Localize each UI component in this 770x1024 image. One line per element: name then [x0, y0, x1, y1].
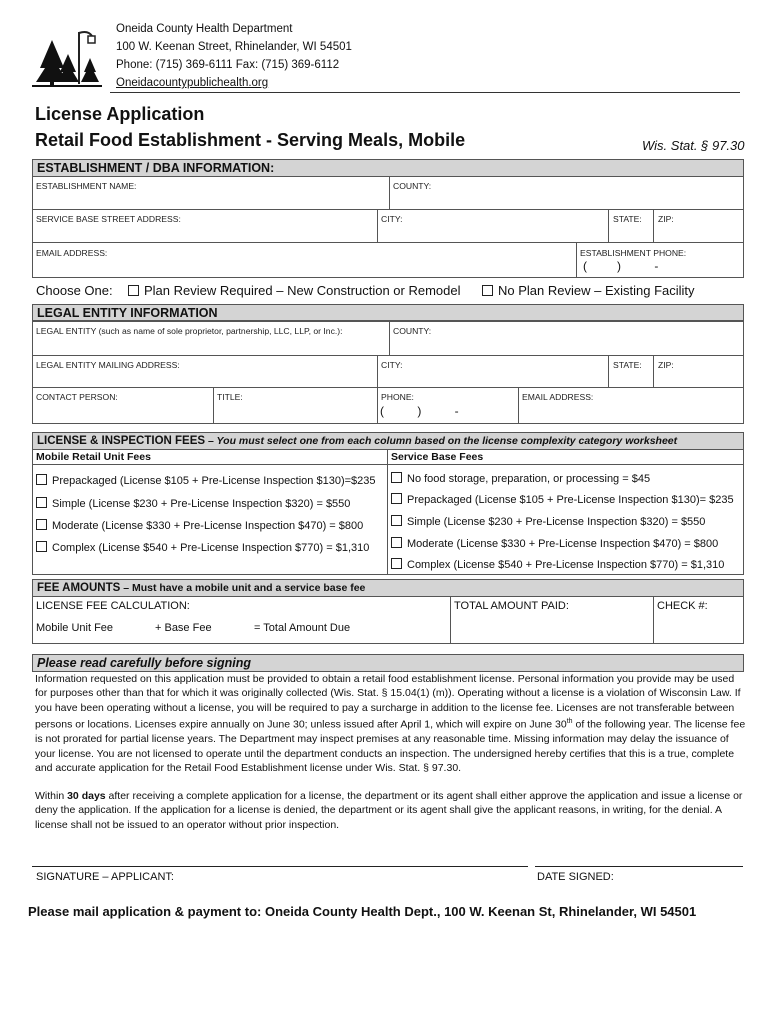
legal-city-field[interactable] — [377, 355, 609, 388]
contact-phone-template: ( ) - — [380, 404, 459, 418]
mobile-complex-checkbox[interactable] — [36, 541, 47, 552]
fees-section-heading — [32, 432, 744, 450]
establishment-section-heading: ESTABLISHMENT / DBA INFORMATION: — [32, 159, 744, 177]
establishment-county-label: COUNTY: — [393, 181, 432, 191]
notice-text: Within — [35, 790, 68, 802]
mobile-fee-option[interactable] — [36, 497, 350, 510]
dept-website-link[interactable]: Oneidacountypublichealth.org — [116, 77, 269, 89]
notice-paragraph-1 — [35, 672, 747, 775]
notice-superscript: th — [566, 718, 573, 726]
establishment-email-label: EMAIL ADDRESS: — [36, 248, 108, 258]
plan-review-required-checkbox[interactable] — [128, 285, 139, 296]
choose-one-label: Choose One: — [36, 283, 113, 298]
legal-entity-section-heading: LEGAL ENTITY INFORMATION — [32, 304, 744, 322]
form-subtitle: Retail Food Establishment - Serving Meals, Mobile — [35, 130, 466, 150]
base-simple-checkbox[interactable] — [391, 515, 402, 526]
no-plan-review-option[interactable] — [482, 283, 695, 298]
total-amount-due-label: = Total Amount Due — [254, 622, 351, 634]
fees-heading-note: – You must select one from each column based on the license complexity category worksheet — [205, 435, 678, 447]
fee-amounts-heading-note: – Must have a mobile unit and a service base fee — [120, 582, 366, 594]
check-number-label: CHECK #: — [657, 600, 708, 612]
notice-text: of the following year. The license fee is not prorated for partial license years. The Department may inspect premises at any reasonable time. Missing information may delay the issuance of your license. You are not licensed to operate until the department conducts an inspection. The undersigned hereby certifies that this is a true, complete and accurate application for the Retail Food Establishment license under Wis. Stat. § 97.30. — [35, 718, 746, 774]
service-base-city-field[interactable] — [377, 209, 609, 243]
mobile-fees-header: Mobile Retail Unit Fees — [36, 451, 151, 463]
mobile-fee-option[interactable] — [36, 541, 369, 554]
mobile-fee-option-label: Moderate (License $330 + Pre-License Inspection $470) = $800 — [52, 520, 364, 532]
fee-amounts-section-heading — [32, 579, 744, 597]
legal-state-label: STATE: — [613, 360, 642, 370]
mobile-fee-option-label: Complex (License $540 + Pre-License Inspection $770) = $1,310 — [52, 542, 370, 554]
legal-entity-county-field[interactable] — [389, 320, 744, 356]
base-fee-option[interactable] — [391, 472, 650, 485]
mailing-instructions: Please mail application & payment to: Oneida County Health Dept., 100 W. Keenan St, Rhinelander, WI 54501 — [28, 904, 697, 919]
mobile-fees-column — [32, 449, 388, 575]
header-divider — [110, 92, 740, 93]
contact-title-label: TITLE: — [217, 392, 243, 402]
dept-address: 100 W. Keenan Street, Rhinelander, WI 54501 — [116, 41, 352, 53]
base-fee-option-label: Moderate (License $330 + Pre-License Inspection $470) = $800 — [407, 538, 719, 550]
legal-zip-label: ZIP: — [658, 360, 674, 370]
establishment-email-field[interactable] — [32, 242, 577, 278]
notice-text: Information requested on this application must be provided to obtain a retail food establishment license. Personal information you provide may be used for purposes other than that for which it was originally collected (Wis. Stat. § 15.04(1) (m)). Operating without a license is a violation of Wisconsin Law. If you have been operating without a license, you will be required to pay a surcharge in addition to the license fee. Licenses are not transferable between persons or locations. Licenses expire annually on June 30; unless issued after April 1, which will expire on June 30 — [35, 673, 741, 731]
service-base-zip-label: ZIP: — [658, 214, 674, 224]
base-fee-option[interactable] — [391, 558, 724, 571]
base-prepackaged-checkbox[interactable] — [391, 493, 402, 504]
base-fee-label: + Base Fee — [155, 622, 212, 634]
dept-name: Oneida County Health Department — [116, 23, 293, 35]
date-signed-line[interactable] — [535, 866, 743, 867]
statute-ref: Wis. Stat. § 97.30 — [642, 138, 745, 153]
form-title: License Application — [35, 104, 205, 124]
mobile-fee-option[interactable] — [36, 474, 376, 487]
total-amount-paid-label: TOTAL AMOUNT PAID: — [454, 600, 569, 612]
applicant-signature-line[interactable] — [32, 866, 528, 867]
letterhead — [0, 0, 770, 96]
service-base-street-label: SERVICE BASE STREET ADDRESS: — [36, 214, 181, 224]
mobile-simple-checkbox[interactable] — [36, 497, 47, 508]
mobile-unit-fee-label: Mobile Unit Fee — [36, 622, 114, 634]
service-base-state-label: STATE: — [613, 214, 642, 224]
establishment-phone-template: ( ) - — [583, 259, 659, 273]
mobile-fee-option[interactable] — [36, 519, 363, 532]
base-fee-option[interactable] — [391, 537, 718, 550]
legal-entity-name-label: LEGAL ENTITY (such as name of sole proprietor, partnership, LLC, LLP, or Inc.): — [36, 326, 343, 336]
fee-amounts-heading-title: FEE AMOUNTS — [37, 582, 121, 594]
base-fee-option-label: No food storage, preparation, or processing = $45 — [407, 473, 651, 485]
fees-heading-title: LICENSE & INSPECTION FEES — [37, 435, 206, 447]
base-fee-option[interactable] — [391, 493, 734, 506]
mobile-prepackaged-checkbox[interactable] — [36, 474, 47, 485]
applicant-signature-label: SIGNATURE – APPLICANT: — [36, 871, 174, 883]
plan-review-required-label: Plan Review Required – New Construction or Remodel — [144, 283, 461, 298]
mobile-moderate-checkbox[interactable] — [36, 519, 47, 530]
date-signed-label: DATE SIGNED: — [537, 871, 614, 883]
service-base-city-label: CITY: — [381, 214, 403, 224]
no-plan-review-label: No Plan Review – Existing Facility — [498, 283, 695, 298]
base-moderate-checkbox[interactable] — [391, 537, 402, 548]
notice-paragraph-2 — [35, 789, 747, 832]
dept-phone: Phone: (715) 369-6111 Fax: (715) 369-6112 — [116, 59, 340, 71]
mobile-fee-option-label: Simple (License $230 + Pre-License Inspection $320) = $550 — [52, 498, 351, 510]
establishment-phone-label: ESTABLISHMENT PHONE: — [580, 248, 687, 258]
contact-email-label: EMAIL ADDRESS: — [522, 392, 594, 402]
establishment-county-field[interactable] — [389, 176, 744, 210]
base-complex-checkbox[interactable] — [391, 558, 402, 569]
contact-phone-label: PHONE: — [381, 392, 414, 402]
base-fees-column — [387, 449, 744, 575]
legal-city-label: CITY: — [381, 360, 403, 370]
notice-heading: Please read carefully before signing — [32, 654, 744, 672]
base-fee-option[interactable] — [391, 515, 705, 528]
base-fees-header: Service Base Fees — [391, 451, 484, 463]
legal-mailing-address-label: LEGAL ENTITY MAILING ADDRESS: — [36, 360, 180, 370]
contact-person-label: CONTACT PERSON: — [36, 392, 118, 402]
base-fee-option-label: Simple (License $230 + Pre-License Inspection $320) = $550 — [407, 516, 706, 528]
no-plan-review-checkbox[interactable] — [482, 285, 493, 296]
base-no-food-checkbox[interactable] — [391, 472, 402, 483]
base-fee-option-label: Complex (License $540 + Pre-License Inspection $770) = $1,310 — [407, 559, 725, 571]
notice-emphasis: 30 days — [67, 790, 106, 802]
mobile-fee-option-label: Prepackaged (License $105 + Pre-License Inspection $130)=$235 — [52, 475, 376, 487]
legal-entity-county-label: COUNTY: — [393, 326, 432, 336]
base-fee-option-label: Prepackaged (License $105 + Pre-License Inspection $130)= $235 — [407, 494, 734, 506]
pine-trees-lamp-logo — [32, 28, 102, 88]
establishment-name-label: ESTABLISHMENT NAME: — [36, 181, 137, 191]
plan-review-required-option[interactable] — [128, 283, 460, 298]
notice-text: after receiving a complete application for a license, the department or its agent shall either approve the application and issue a license or deny the application. If the application for a license is denied, the department or its agent shall give the applicant reasons, in writing, for the denial. A license shall not be issued to an operator without prior inspection. — [35, 790, 743, 831]
license-fee-calculation-label: LICENSE FEE CALCULATION: — [36, 600, 190, 612]
